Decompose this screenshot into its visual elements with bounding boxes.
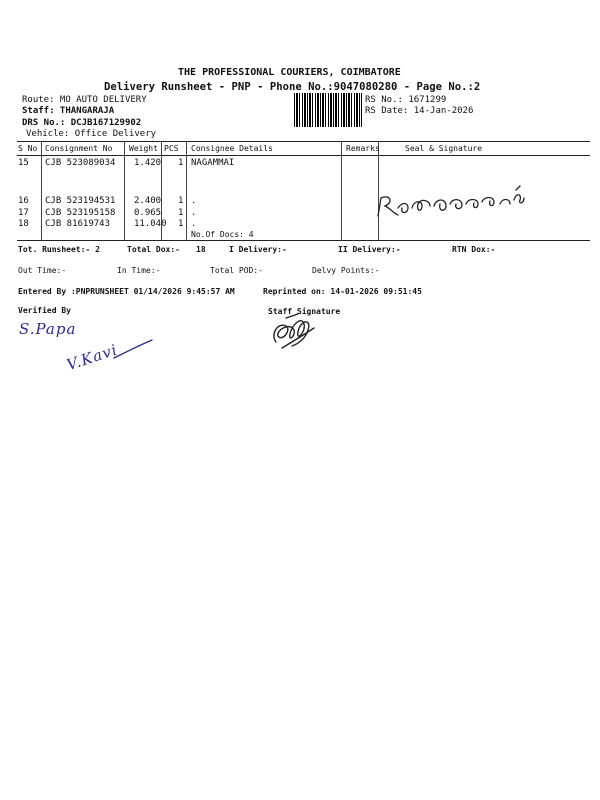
staff-label: Staff: THANGARAJA (22, 106, 115, 116)
table-cell-sno: 15 (18, 158, 29, 168)
staff-signature-label: Staff Signature (268, 307, 341, 316)
table-cell-weight: 11.040 (134, 219, 167, 229)
table-cell-sno: 18 (18, 219, 29, 229)
seal-signature (374, 186, 534, 222)
table-cell-details: . (191, 208, 197, 218)
col-sep (41, 141, 42, 241)
staff-signature (268, 312, 320, 350)
ii-delivery: II Delivery:- (338, 245, 401, 254)
col-header-pcs: PCS (164, 144, 179, 153)
drs-number: DRS No.: DCJB167129902 (22, 118, 142, 128)
verifier-underline (112, 338, 154, 362)
table-cell-consignment: CJB 523195158 (45, 208, 116, 218)
table-cell-sno: 16 (18, 196, 29, 206)
col-sep (186, 141, 187, 241)
company-title: THE PROFESSIONAL COURIERS, COIMBATORE (178, 67, 401, 78)
reprinted-on: Reprinted on: 14-01-2026 09:51:45 (263, 287, 422, 296)
col-header-remarks: Remarks (346, 144, 380, 153)
i-delivery: I Delivery:- (229, 245, 287, 254)
table-cell-pcs: 1 (178, 219, 184, 229)
route-label: Route: MO AUTO DELIVERY (22, 95, 147, 105)
total-dox-value: 18 (196, 245, 206, 254)
table-cell-details: . (191, 219, 197, 229)
verifier-name-1: S.Papa (19, 320, 77, 338)
verified-by: Verified By (18, 306, 71, 315)
total-dox-label: Total Dox:- (127, 245, 180, 254)
col-header-weight: Weight (129, 144, 158, 153)
table-cell-pcs: 1 (178, 158, 184, 168)
table-cell-weight: 1.420 (134, 158, 162, 168)
col-header-consignment: Consignment No (45, 144, 113, 153)
col-header-seal: Seal & Signature (405, 144, 483, 153)
table-cell-weight: 0.965 (134, 208, 162, 218)
verifier-name-2: V.Kavi (64, 340, 120, 374)
vehicle-label: Vehicle: Office Delivery (26, 129, 157, 139)
table-cell-pcs: 1 (178, 208, 184, 218)
rtn-dox: RTN Dox:- (452, 245, 496, 254)
total-pod: Total POD:- (210, 266, 263, 275)
rs-date: RS Date: 14-Jan-2026 (365, 106, 474, 116)
col-header-consignee: Consignee Details (191, 144, 273, 153)
col-sep (341, 141, 342, 241)
table-cell-sno: 17 (18, 208, 29, 218)
rs-number: RS No.: 1671299 (365, 95, 447, 105)
delvy-points: Delvy Points:- (312, 266, 380, 275)
table-cell-details: NAGAMMAI (191, 158, 235, 168)
table-top-rule (17, 141, 590, 142)
table-cell-pcs: 1 (178, 196, 184, 206)
table-cell-consignment: CJB 523089034 (45, 158, 116, 168)
entered-by: Entered By :PNPRUNSHEET 01/14/2026 9:45:57 AM (18, 287, 235, 296)
table-header-rule (17, 155, 590, 156)
table-cell-consignment: CJB 523194531 (45, 196, 116, 206)
col-sep (124, 141, 125, 241)
table-cell-weight: 2.400 (134, 196, 162, 206)
table-cell-details: . (191, 196, 197, 206)
col-header-sno: S No (18, 144, 38, 153)
barcode (294, 93, 362, 127)
runsheet-title: Delivery Runsheet - PNP - Phone No.:9047080280 - Page No.:2 (104, 81, 481, 93)
tot-runsheet: Tot. Runsheet:- 2 (18, 245, 100, 254)
out-time: Out Time:- (18, 266, 67, 275)
table-cell-consignment: CJB 81619743 (45, 219, 111, 229)
table-bottom-rule (17, 240, 590, 241)
in-time: In Time:- (117, 266, 161, 275)
no-of-docs: No.Of Docs: 4 (191, 230, 254, 239)
